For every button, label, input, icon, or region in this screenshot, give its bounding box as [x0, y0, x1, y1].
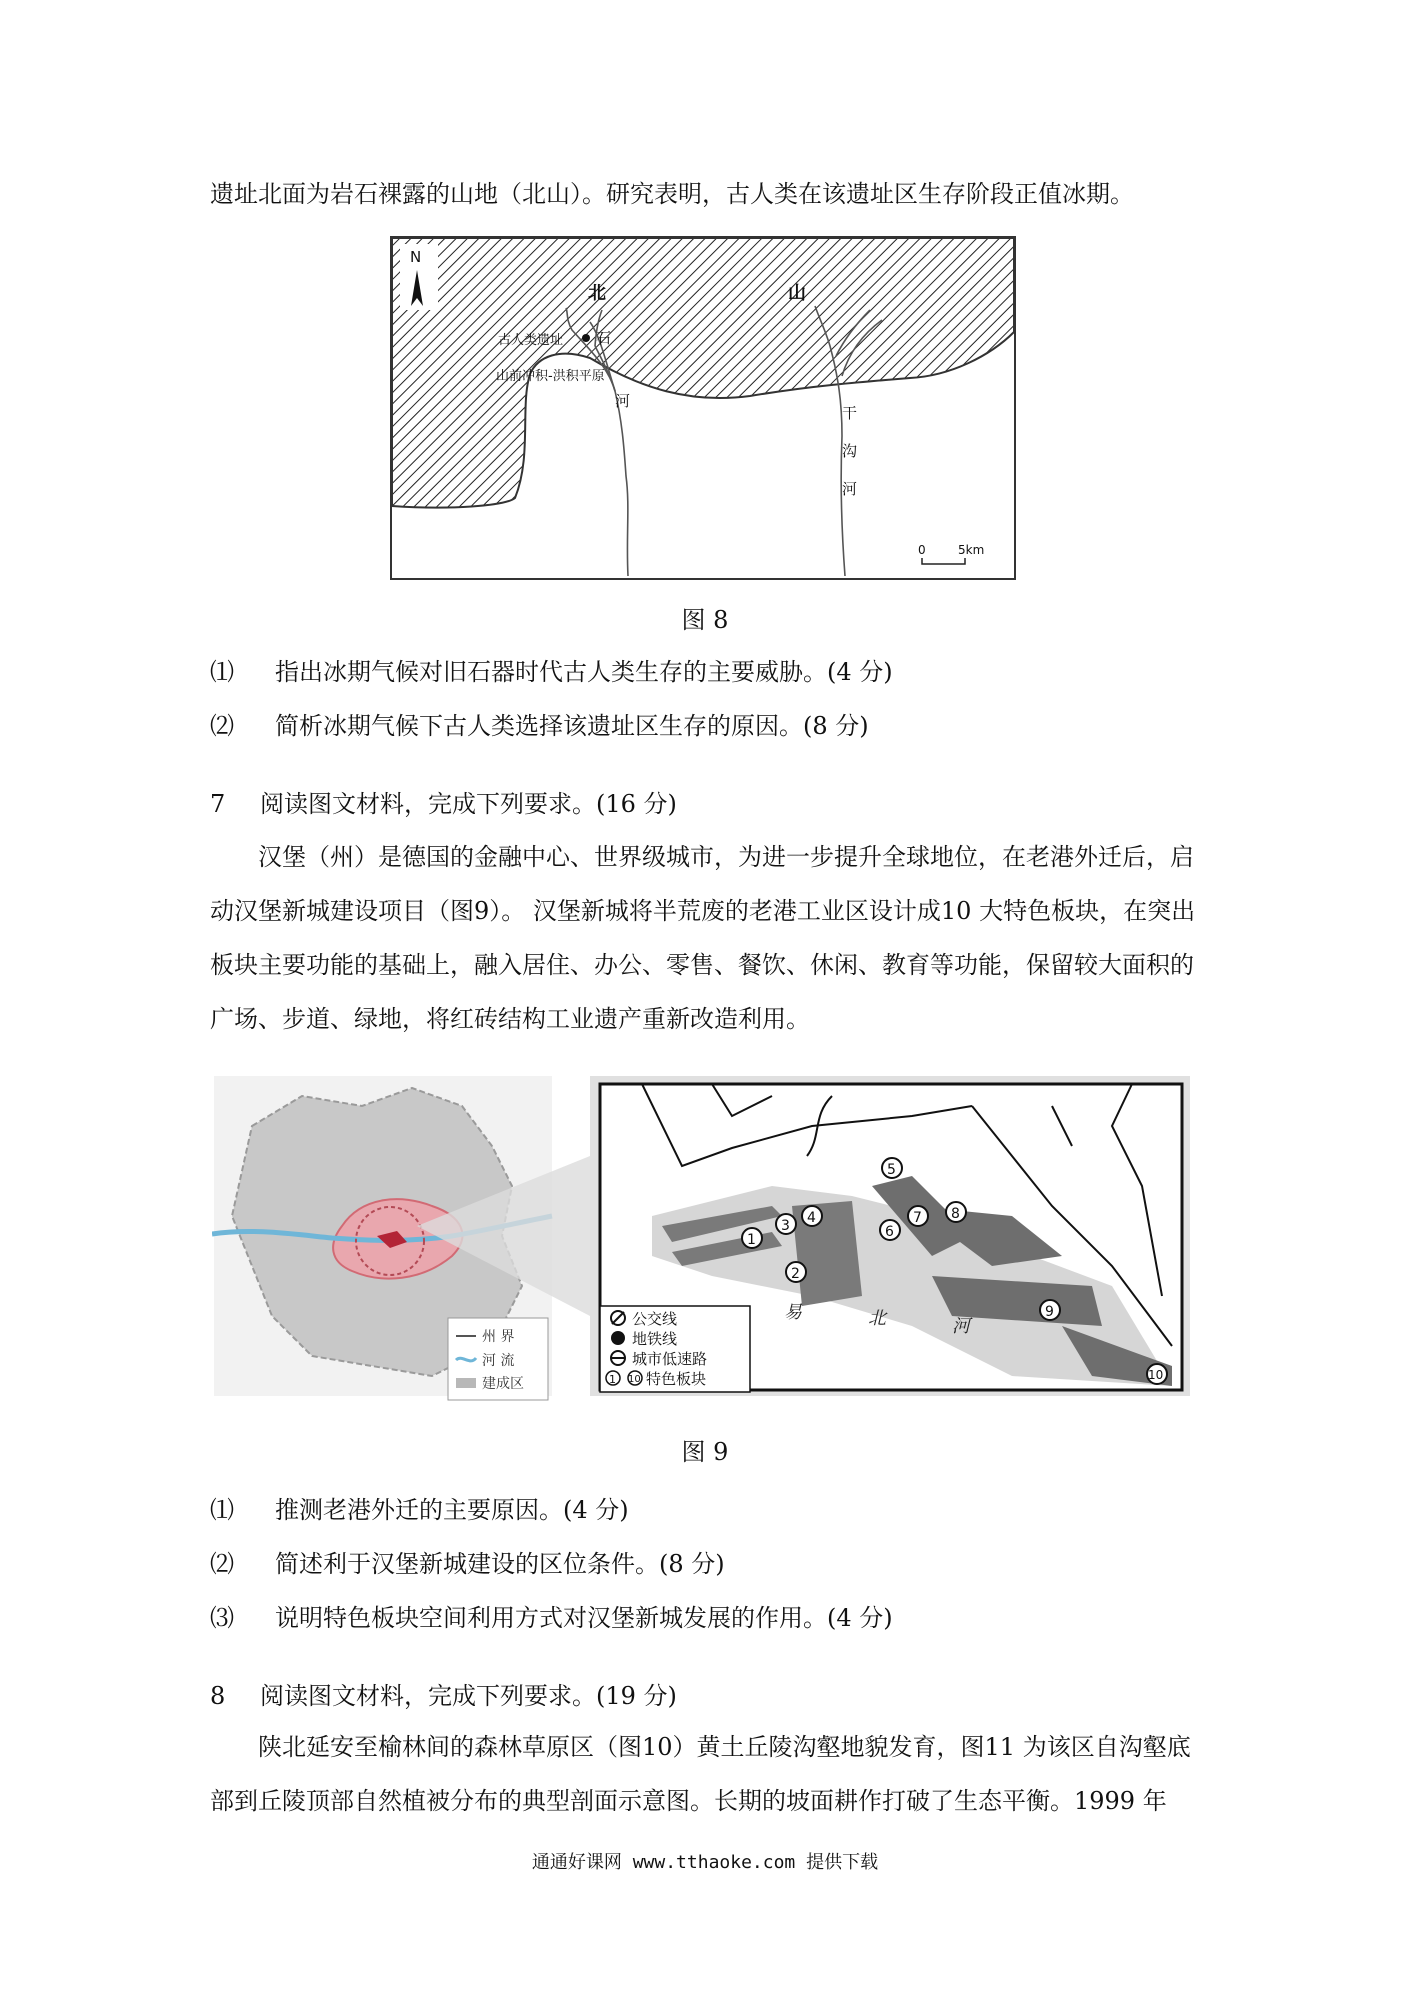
plain-label: 山前冲积-洪积平原 [496, 369, 605, 384]
figure-9-map [212, 1066, 1192, 1406]
gangou-char-1: 干 [842, 404, 858, 422]
figure-8-map [390, 236, 1016, 580]
detail-legend [600, 1306, 750, 1392]
block-10: 10 [1148, 1368, 1164, 1382]
block-8: 8 [951, 1206, 960, 1222]
legend-bus-line: 公交线 [632, 1310, 678, 1328]
figure-8-caption: 图 8 [681, 606, 729, 634]
q6-sub-2-num: ⑵ [210, 712, 234, 740]
q7-sub-2 [210, 1548, 725, 1580]
gangou-char-3: 河 [842, 480, 858, 498]
block-1: 1 [747, 1232, 756, 1248]
mountain-char-2: 山 [788, 283, 806, 304]
site-dot [582, 334, 590, 342]
q7-number: 7 [210, 790, 226, 818]
elbe-char-2: 北 [868, 1308, 886, 1329]
q7-paragraph [210, 830, 1210, 1046]
north-label: N [410, 248, 422, 266]
q7-header: 阅读图文材料，完成下列要求。(16 分) [260, 790, 677, 818]
q7-sub-1-num: ⑴ [210, 1496, 234, 1524]
q7-sub-3-num: ⑶ [210, 1604, 234, 1632]
elbe-char-1: 易 [784, 1302, 802, 1323]
block-9: 9 [1045, 1304, 1054, 1320]
figure-9-caption: 图 9 [681, 1438, 729, 1466]
legend-feature-block: 特色板块 [646, 1370, 707, 1388]
q8-paragraph-text: 陕北延安至榆林间的森林草原区（图10）黄土丘陵沟壑地貌发育，图11 为该区自沟壑底部到丘陵顶部自然植被分布的典型剖面示意图。长期的坡面耕作打破了生态平衡。1999 年 [210, 1733, 1191, 1815]
q6-sub-1-text: 指出冰期气候对旧石器时代古人类生存的主要威胁。(4 分) [275, 658, 893, 686]
legend-built-area: 建成区 [482, 1376, 524, 1392]
gangou-char-2: 沟 [842, 442, 858, 460]
block-5: 5 [887, 1162, 896, 1178]
q7-header-line [210, 788, 677, 820]
elbe-char-3: 河 [952, 1316, 970, 1337]
legend-marker-10: 10 [628, 1374, 641, 1385]
footer-credit: 通通好课网 www.tthaoke.com 提供下载 [531, 1852, 879, 1873]
legend-slow-road: 城市低速路 [632, 1350, 708, 1368]
block-3: 3 [781, 1218, 790, 1234]
block-2: 2 [791, 1266, 800, 1282]
q7-paragraph-text: 汉堡（州）是德国的金融中心、世界级城市，为进一步提升全球地位，在老港外迁后，启动汉堡新城建设项目（图9）。 汉堡新城将半荒废的老港工业区设计成10 大特色板块，在突出板块主要功能的基础上，融入居住、办公、零售、餐饮、休闲、教育等功能，保留较大面积的广场、步道、绿地，将红砖结构工业遗产重新改造利用。 [210, 843, 1196, 1033]
q8-header-line [210, 1680, 677, 1712]
q8-paragraph [210, 1720, 1210, 1828]
legend-state-border: 州 界 [482, 1329, 515, 1345]
q6-sub-1 [210, 656, 893, 688]
scale-zero: 0 [918, 543, 926, 557]
legend-metro-line: 地铁线 [632, 1330, 678, 1348]
intro-line: 遗址北面为岩石裸露的山地（北山）。研究表明，古人类在该遗址区生存阶段正值冰期。 [210, 180, 1134, 208]
q7-sub-3 [210, 1602, 893, 1634]
stone-river-char-2: 河 [615, 392, 631, 410]
overview-legend [448, 1318, 548, 1400]
legend-river: 河 流 [482, 1353, 515, 1369]
q6-sub-1-num: ⑴ [210, 658, 234, 686]
q8-number: 8 [210, 1682, 226, 1710]
q7-sub-3-text: 说明特色板块空间利用方式对汉堡新城发展的作用。(4 分) [275, 1604, 893, 1632]
site-label: 古人类遗址 [498, 333, 564, 348]
q7-sub-2-text: 简述利于汉堡新城建设的区位条件。(8 分) [275, 1550, 725, 1578]
stone-river-char-1: 石 [596, 329, 612, 347]
block-6: 6 [885, 1224, 894, 1240]
scale-label: 5km [958, 543, 985, 557]
q7-sub-2-num: ⑵ [210, 1550, 234, 1578]
legend-marker-1: 1 [609, 1373, 616, 1386]
mountain-char-1: 北 [588, 283, 606, 304]
q7-sub-1-text: 推测老港外迁的主要原因。(4 分) [275, 1496, 629, 1524]
block-4: 4 [807, 1210, 816, 1226]
q6-sub-2-text: 简析冰期气候下古人类选择该遗址区生存的原因。(8 分) [275, 712, 869, 740]
block-7: 7 [913, 1210, 922, 1226]
q6-sub-2 [210, 710, 869, 742]
q8-header: 阅读图文材料，完成下列要求。(19 分) [260, 1682, 677, 1710]
q7-sub-1 [210, 1494, 629, 1526]
